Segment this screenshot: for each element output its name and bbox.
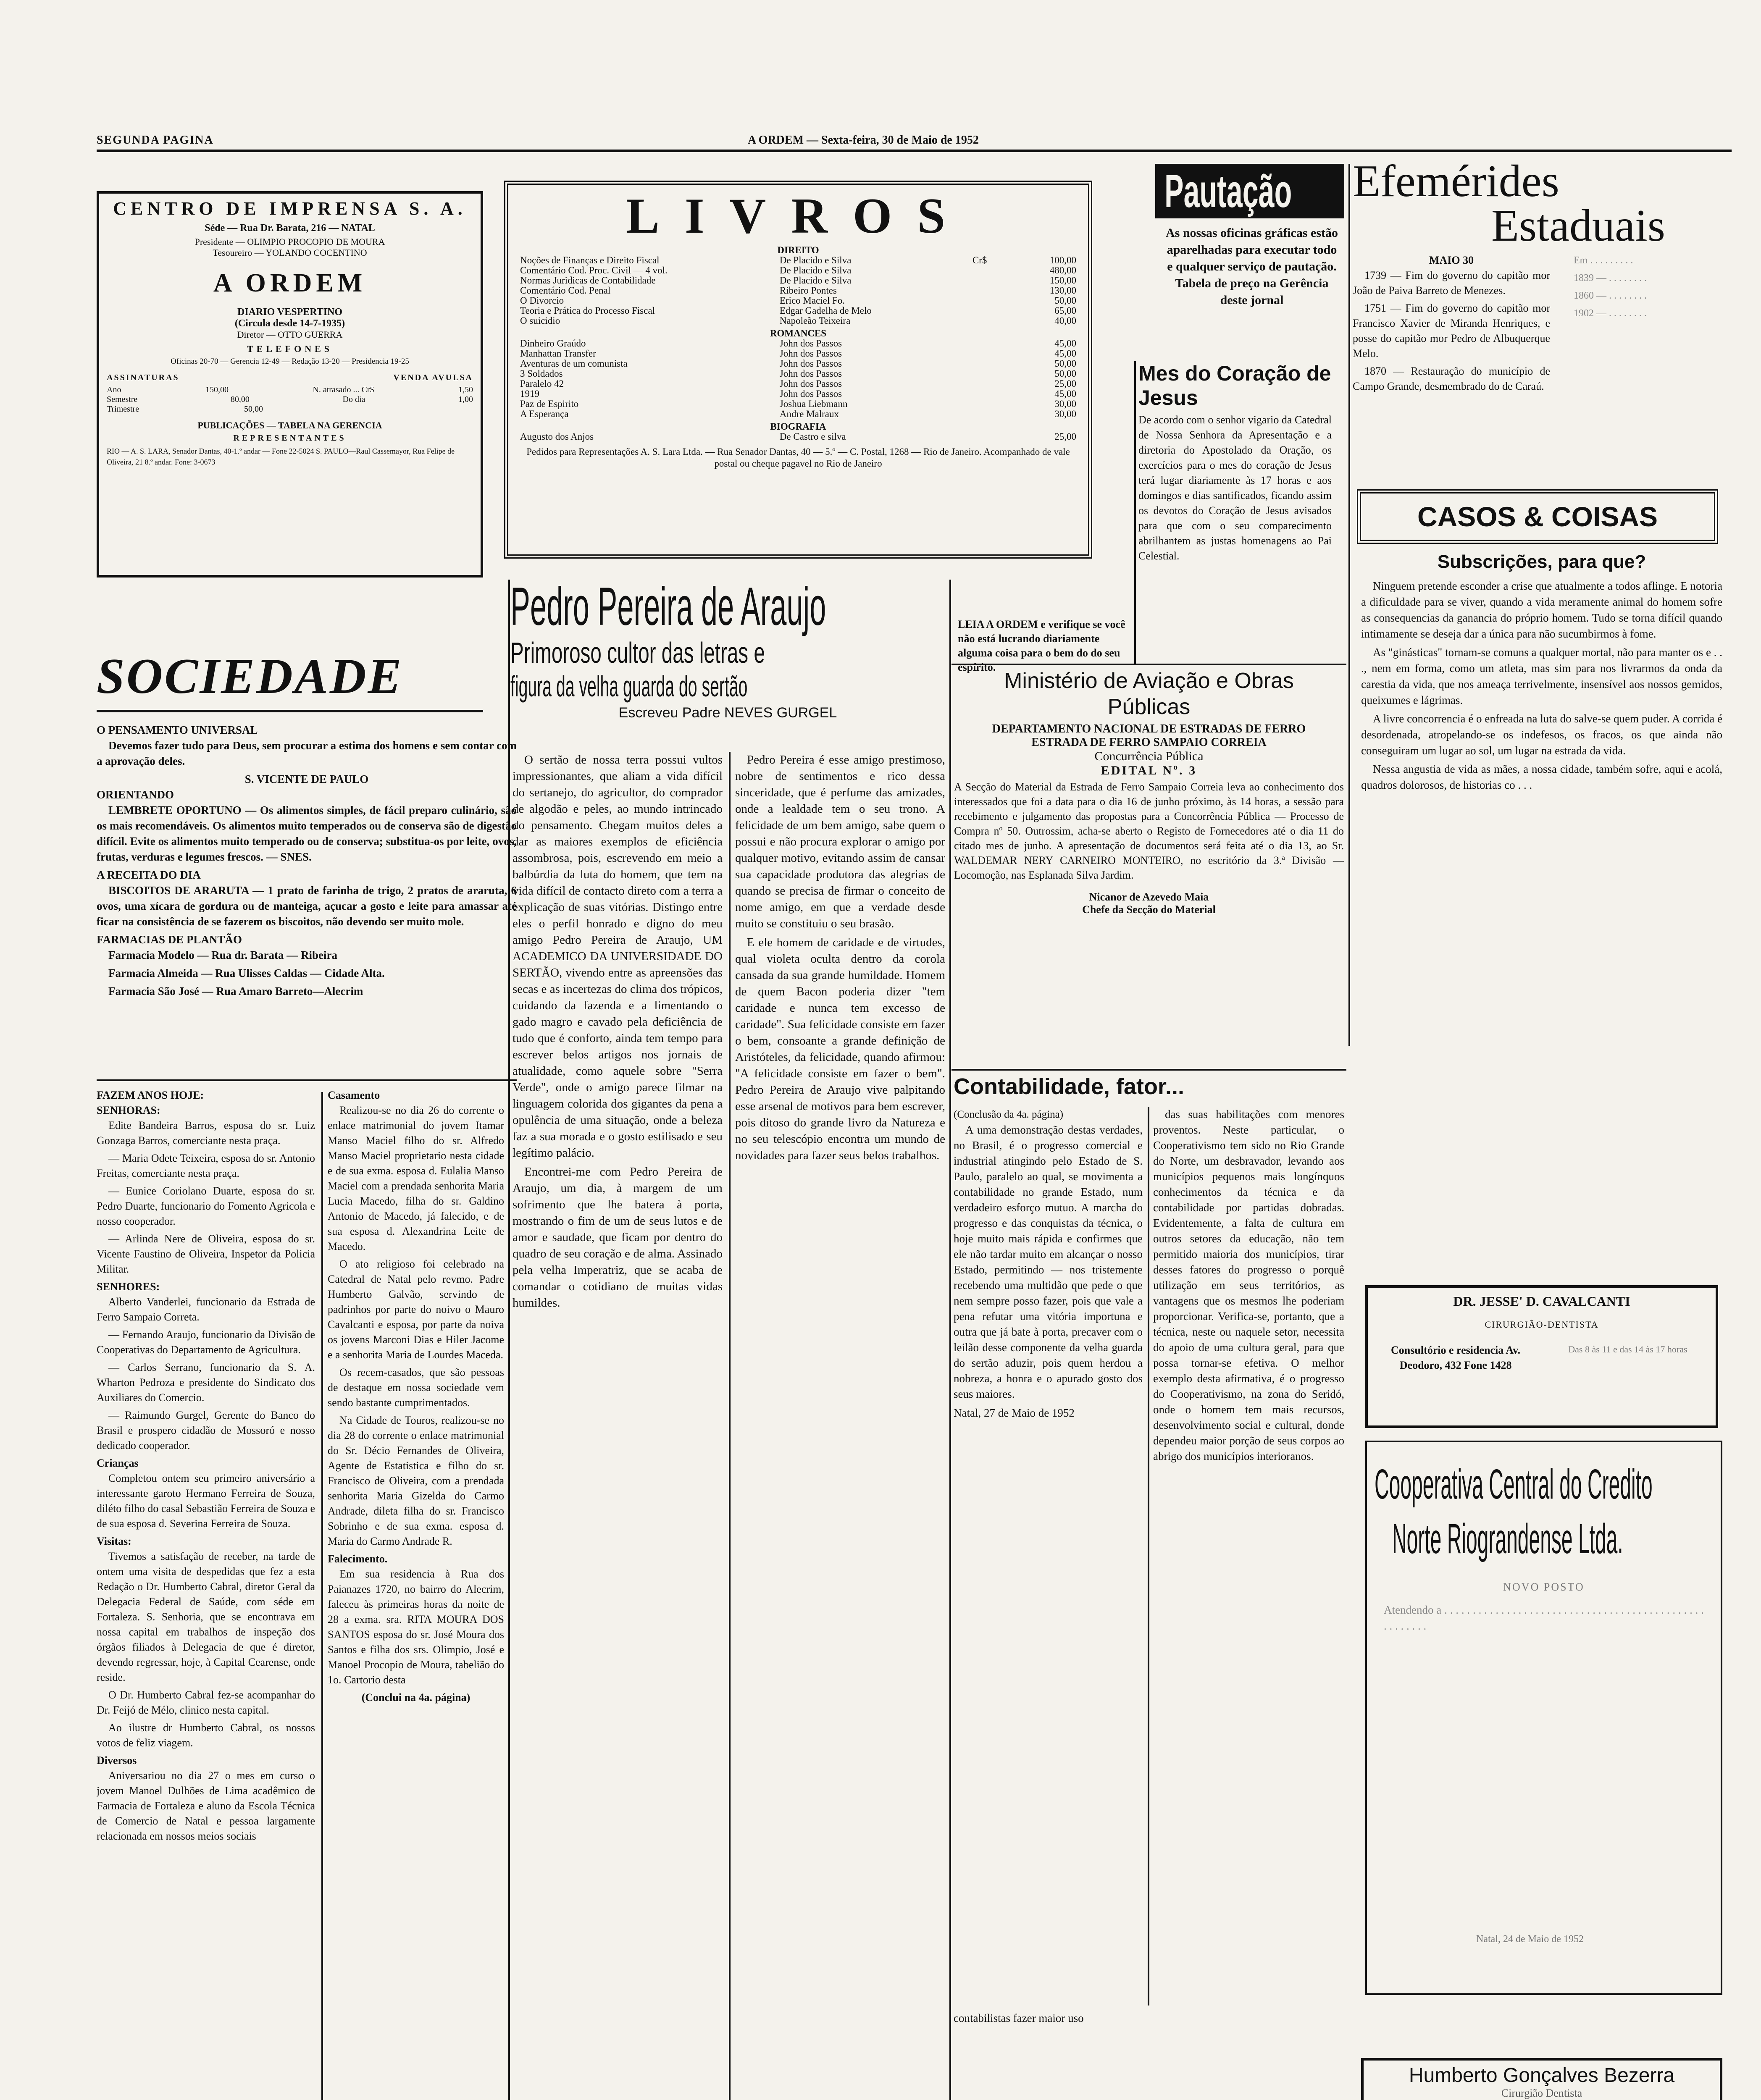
paragraph: As "ginásticas" tornam-se comuns a qualquer mortal, não para manter os e . . ., nem em forma, como um atleta, mas sim para nos livrarmos da onda da carestia da vida, que nos ameaça terrivelmente, insensível aos nossos gemidos, queixumes e lágrimas. [1361, 646, 1722, 706]
book-row [520, 316, 1076, 326]
paragraph: Pedro Pereira é esse amigo prestimoso, nobre de sentimentos e rico dessa sinceridade, que é perfume das amizades, onde a lealdade tem o seu trono. A felicidade de um bem amigo, sabe quem o possui e não procura explorar o amigo por qualquer motivo, evitando assim de cansar sua capacidade produtora das alegrias de quando se precisa de firmar o conceito de nome amigo, em que a verdade desde muito se constituiu o seu brasão. [735, 753, 945, 930]
doctor-hours: Das 8 às 11 e das 14 às 17 horas [1568, 1344, 1687, 1354]
ministerio-body: A Secção do Material da Estrada de Ferro Sampaio Correia leva ao conhecimento dos interessados que foi a data para o dia 16 de junho próximo, às 14 horas, a sessão para recebimento e julgamento das propostas para a Concorrência Pública — Processo de Compra nº 50. Outrossim, acha-se aberto o Registo de Fornecedores até o dia 11 do citado mes de junho. A apresentação de documentos será feita até o dia 13, ao Sr. WALDEMAR NERY CARNEIRO MONTEIRO, no escritório da 3.ª Divisão — Locomoção, nas Esplanada Silva Jardim. [954, 781, 1344, 881]
circulation-line: (Circula desde 14-7-1935) [234, 318, 345, 329]
paragraph: E ele homem de caridade e de virtudes, qual violeta oculta dentro da corola cansada da sua grande humildade. Homem de quem Bacon poderia dizer "tem caridade e nunca tem excesso de caridade". Sua felicidade consiste em fazer o bem, consoante a grande definição de Aristóteles, da felicidade, quando afirmou: "A felicidade consiste em fazer o bem". Pedro Pereira de Araujo vive palpitando esse arsenal de motivos para bem escrever, pois ditoso do grande livro da Natureza e no seu telescópio encontra um mundo de novidades para fazer seus belos trabalhos. [735, 936, 945, 1162]
book-author: John dos Passos [779, 368, 842, 379]
book-title: Paralelo 42 [520, 378, 564, 389]
pharmacy-item: Farmacia Almeida — Rua Ulisses Caldas — Cidade Alta. [108, 967, 385, 979]
book-price: 40,00 [1054, 315, 1076, 326]
efemerides [1353, 156, 1731, 487]
contab-col-2 [1153, 1107, 1344, 2006]
livros-box [504, 181, 1092, 559]
pedro-sub-1: Primoroso cultor das letras e [510, 636, 765, 669]
book-price: 30,00 [1054, 409, 1076, 419]
thought-title: O PENSAMENTO UNIVERSAL [97, 724, 258, 736]
book-price: 100,00 [1049, 255, 1076, 265]
section-heading: ROMANCES [770, 328, 827, 339]
book-author: John dos Passos [779, 348, 842, 359]
casos-subtitle: Subscrições, para que? [1437, 551, 1646, 572]
book-row [520, 286, 1076, 296]
book-price: 150,00 [1049, 275, 1076, 286]
book-title: Paz de Espirito [520, 399, 579, 409]
pubs-title: PUBLICAÇÕES — TABELA NA GERENCIA [197, 420, 382, 430]
book-row [520, 409, 1076, 419]
book-title: 1919 [520, 388, 539, 399]
book-row [520, 359, 1076, 369]
sales-value: 1,50 [458, 385, 473, 394]
efemerides-date: MAIO 30 [1429, 254, 1474, 266]
book-title: Manhattan Transfer [520, 348, 596, 359]
book-author: Edgar Gadelha de Melo [779, 305, 872, 316]
paragraph: Ninguem pretende esconder a crise que atualmente a todos aflinge. E notoria a dificuldade para se viver, quando a vida meramente animal do homem sofre as consequencias da ganancia do próprio homem. Tudo se torna difícil quando intimamente se deseja dar a única para não sucumbirmos à fome. [1361, 580, 1722, 640]
book-list [520, 245, 1076, 442]
book-price: 45,00 [1054, 388, 1076, 399]
book-author: John dos Passos [779, 338, 842, 349]
book-author: Joshua Liebmann [779, 399, 848, 409]
dentist-name: Humberto Gonçalves Bezerra [1409, 2064, 1675, 2087]
book-title: O suicidio [520, 315, 560, 326]
book-price: 130,00 [1049, 285, 1076, 296]
cooperativa-sign: Natal, 24 de Maio de 1952 [1476, 1934, 1584, 1945]
efemeride-item-faded: Em . . . . . . . . . [1574, 255, 1633, 266]
paragraph: O Dr. Humberto Cabral fez-se acompanhar do Dr. Feijó de Mélo, clinico nesta capital. [97, 1689, 315, 1716]
thought-text: Devemos fazer tudo para Deus, sem procurar a estima dos homens e sem contar com a aprovação deles. [97, 739, 517, 767]
book-title: Comentário Cod. Proc. Civil — 4 vol. [520, 265, 668, 276]
book-price: 25,00 [1054, 378, 1076, 389]
subs-label: Trimestre [107, 404, 139, 414]
contab-date: Natal, 27 de Maio de 1952 [954, 1407, 1075, 1419]
book-author: John dos Passos [779, 378, 842, 389]
company-address: Séde — Rua Dr. Barata, 216 — NATAL [205, 223, 375, 234]
pedro-title: Pedro Pereira de Araujo [510, 577, 826, 637]
paragraph: Os recem-casados, que são pessoas de destaque em nossa sociedade vem sendo bastante cumprimentados. [328, 1366, 504, 1409]
efemeride-item: 1870 — Restauração do município de Campo Grande, desmembrado do de Caraú. [1353, 365, 1550, 392]
sociedade-col-a [97, 1088, 315, 2100]
sociedade-col-b [328, 1088, 504, 2100]
cavalcanti-ad [1365, 1285, 1718, 1428]
signer: Nicanor de Azevedo Maia [1089, 891, 1209, 903]
efemeride-item-faded: 1839 — . . . . . . . . [1574, 273, 1647, 284]
dentist-title: Cirurgião Dentista [1501, 2087, 1582, 2099]
subhead: SENHORAS: [97, 1104, 160, 1116]
contab-title: Contabilidade, fator... [954, 1074, 1185, 1099]
pharmacy-item: Farmacia São José — Rua Amaro Barreto—Alecrim [108, 985, 363, 998]
column-rule [1148, 1107, 1149, 2006]
book-title: 3 Soldados [520, 368, 563, 379]
paragraph: Realizou-se no dia 26 do corrente o enlace matrimonial do jovem Itamar Manso Maciel filho do sr. Alfredo Manso Maciel proprietario nesta cidade e de sua exma. esposa d. Eulalia Manso Maciel com a prendada senhorita Maria Lucia Macedo, filha do sr. Galdino Antonio de Macedo, já falecido, e de sua esposa d. Alexandrina Leite de Macedo. [328, 1104, 504, 1252]
continued-note: (Conclui na 4a. página) [361, 1691, 470, 1704]
sales-title: VENDA AVULSA [393, 373, 473, 382]
book-title: A Esperança [520, 409, 569, 419]
paragraph: Edite Bandeira Barros, esposa do sr. Luiz Gonzaga Barros, comerciante nesta praça. [97, 1119, 315, 1147]
casos-title: CASOS & COISAS [1417, 501, 1658, 532]
book-price: 65,00 [1054, 305, 1076, 316]
book-row [520, 389, 1076, 399]
ministerio-notice [951, 668, 1346, 1063]
book-title: Teoria e Prática do Processo Fiscal [520, 305, 655, 316]
recipe-title: A RECEITA DO DIA [97, 869, 201, 881]
header-rule [97, 150, 1732, 152]
book-title: O Divorcio [520, 295, 564, 306]
recipe-text: BISCOITOS DE ARARUTA — 1 prato de farinha de trigo, 2 pratos de araruta, 6 ovos, uma xícara de gordura ou de manteiga, açucar a gosto e leite para amassar até ficar na consistência de se fazerem os biscoitos, não devendo ser muito mole. [97, 884, 517, 928]
paragraph: — Arlinda Nere de Oliveira, esposa do sr. Vicente Faustino de Oliveira, Inspetor da Policia Militar. [97, 1233, 315, 1275]
book-row [520, 306, 1076, 316]
rule [951, 1069, 1346, 1071]
cooperativa-title-2: Norte Riograndense Ltda. [1392, 1515, 1623, 1562]
sales-label: N. atrasado ... Cr$ [313, 385, 374, 394]
book-author: John dos Passos [779, 358, 842, 369]
book-row [520, 296, 1076, 306]
orient-text: LEMBRETE OPORTUNO — Os alimentos simples, de fácil preparo culinário, são os mais recomendáveis. Os alimentos muito temperados ou de conserva são de digestão difícil. Evite os alimentos muito temperado ou de conserva; substitua-os por leite, ovos, frutas, verduras e legumes frescos. — SNES. [97, 804, 517, 863]
doctor-title: CIRURGIÃO-DENTISTA [1485, 1319, 1599, 1330]
paragraph: Encontrei-me com Pedro Pereira de Araujo, um dia, à margem de um sofrimento que lhe batera à porta, mostrando o fim de um de seus lutos e de amor e saudade, que ficam por dentro do quadro de seu coração e de alma. Assinado pela velha Imperatriz, que se acaba de comandar o cotidiano de muitas vidas humildes. [513, 1165, 723, 1310]
rule [951, 664, 1346, 665]
book-price: 30,00 [1054, 399, 1076, 409]
subhead: Falecimento. [328, 1553, 388, 1565]
mes-title: Mes do Coração de Jesus [1138, 362, 1331, 410]
pedro-headline [510, 577, 945, 739]
paragraph: A uma demonstração destas verdades, no Brasil, é o progresso comercial e industrial atingindo pelo Estado de S. Paulo, paralelo ao qual, se movimenta a contabilidade no grande Estado, num verdadeiro esforço mutuo. A marcha do progresso e das conquistas da técnica, o hoje muito mais rápida e confirmes que ele não tardar muito em alcançar o nosso Estado, permitindo — nos tristemente recebendo uma multidão que pede o que nem sempre posso fazer, pois que vale a pena refutar uma vitória importuna e outra que já bate à porta, precaver com o leilão desse componente da velha guarda do sertão aduzir, pois quem herdou a nobreza, a honra e o apurado gosto dos seus maiores. [954, 1124, 1143, 1400]
paper-subtitle: DIARIO VESPERTINO [237, 307, 343, 318]
book-author: De Placido e Silva [779, 275, 852, 286]
paragraph: Completou ontem seu primeiro aniversário a interessante garoto Hermano Ferreira de Souza, diléto filho do casal Sebastião Ferreira de Souza e de sua esposa d. Severina Ferreira de Souza. [97, 1472, 315, 1530]
paragraph: O ato religioso foi celebrado na Catedral de Natal pelo revmo. Padre Humberto Galvão, servindo de padrinhos por parte do noivo o Mauro Cavalcanti e esposa, por parte da noiva os jovens Marconi Dias e Hiler Jacome e a senhorita Maria de Lourdes Maceda. [328, 1258, 504, 1361]
page-label: SEGUNDA PAGINA [97, 134, 214, 147]
subhead: Diversos [97, 1754, 137, 1767]
pharmacy-item: Farmacia Modelo — Rua dr. Barata — Ribeira [108, 949, 337, 961]
signer-title: Chefe da Secção do Material [1082, 903, 1216, 916]
contab-article [954, 1073, 1344, 2100]
paragraph: O sertão de nossa terra possui vultos impressionantes, que aliam a vida difícil do sertanejo, do agricultor, do comprador de algodão e peles, ao mundo intrincado do pensamento. Chegam muitos deles a dar as maiores exemplos de eficiência assombrosa, pois, escrevendo em meio a balbúrdia da luta do homem, que tem na vida difícil de contacto direto com a terra a explicação de suas vitórias. Distingo entre eles o perfil honrado e digno do meu amigo Pedro Pereira de Araujo, UM ACADEMICO DA UNIVERSIDADE DO SERTÃO, vivendo entre as apreensões das secas e as incertezas do clima dos trópicos, cuidando da fazenda e a limentando o gado magro e cavado pela deficiência de tudo que é conforto, ainda tem tempo para escrever belos artigos nos jornais de atualidade, como aquele sobre "Serra Verde", onde o amigo parece filmar na linguagem colorida dos gigantes da pena a opulência de uma situação, onde a beleza faz a sua morada e o gosto estilisado e seu legítimo palácio. [513, 753, 723, 1160]
book-row [520, 349, 1076, 359]
cooperativa-ad [1365, 1441, 1722, 1995]
dept-line: DEPARTAMENTO NACIONAL DE ESTRADAS DE FERRO [992, 722, 1306, 735]
book-currency: Cr$ [972, 255, 987, 265]
subs-row [107, 385, 473, 395]
company-name: CENTRO DE IMPRENSA S. A. [113, 198, 467, 219]
book-row [520, 432, 1076, 442]
book-title: Comentário Cod. Penal [520, 285, 611, 296]
sociedade-header [97, 647, 483, 714]
book-row [520, 339, 1076, 349]
pharmacy-title: FARMACIAS DE PLANTÃO [97, 933, 242, 946]
subhead: Visitas: [97, 1535, 131, 1547]
column-rule [321, 1092, 323, 2100]
subs-row [107, 404, 473, 414]
paragraph: Em sua residencia à Rua dos Paianazes 1720, no bairro do Alecrim, faleceu às primeiras horas da noite de 28 a exma. sra. RITA MOURA DOS SANTOS esposa do sr. José Moura dos Santos e filha dos srs. Olimpio, José e Manoel Procopio de Moura, tabelião do 1o. Cartorio desta [328, 1568, 504, 1686]
paragraph: — Fernando Araujo, funcionario da Divisão de Cooperativas do Departamento de Agricultura. [97, 1328, 315, 1356]
efemerides-title-1: Efemérides [1353, 156, 1559, 206]
column-rule [1134, 361, 1136, 664]
mes-article [1138, 361, 1332, 664]
mes-body: De acordo com o senhor vigario da Catedral de Nossa Senhora da Apresentação e a diretoria do Apostolado da Oração, os exercícios para o mes do coração de Jesus terá lugar diariamente às 17 horas e aos domingos e dias santificados, ficando assim os devotos do Coração de Jesus avisados para que com o seu comparecimento abrilhantem as justas homenagens ao Pai Celestial. [1138, 414, 1332, 562]
cooperativa-title-1: Cooperativa Central do Credito [1375, 1461, 1653, 1508]
contab-cont: (Conclusão da 4a. página) [954, 1109, 1064, 1120]
paragraph: Alberto Vanderlei, funcionario da Estrada de Ferro Sampaio Correta. [97, 1296, 315, 1323]
book-author: John dos Passos [779, 388, 842, 399]
section-heading: BIOGRAFIA [770, 421, 826, 432]
column-rule [1348, 164, 1350, 1046]
book-author: De Castro e silva [779, 431, 846, 442]
doctor-address: Consultório e residencia Av. Deodoro, 432 Fone 1428 [1391, 1344, 1521, 1371]
casos-box [1357, 489, 1718, 544]
edital-line: EDITAL Nº. 3 [1101, 764, 1197, 777]
efemeride-item-faded: 1902 — . . . . . . . . [1574, 308, 1647, 319]
column-rule [949, 580, 951, 2100]
book-row [520, 265, 1076, 276]
phones-line: Oficinas 20-70 — Gerencia 12-49 — Redação 13-20 — Presidencia 19-25 [171, 357, 409, 366]
book-price: 480,00 [1049, 265, 1076, 276]
masthead [97, 191, 483, 578]
paragraph: Ao ilustre dr Humberto Cabral, os nossos votos de feliz viagem. [97, 1722, 315, 1749]
reps-title: REPRESENTANTES [233, 433, 347, 443]
subs-title: ASSINATURAS [107, 373, 179, 382]
pedro-col-1 [513, 752, 723, 2100]
issue-date: A ORDEM — Sexta-feira, 30 de Maio de 1952 [748, 134, 979, 147]
pautacao-body: As nossas oficinas gráficas estão aparelhadas para executar todo e qualquer serviço de pautação. Tabela de preço na Gerência deste jornal [1166, 226, 1338, 307]
ministerio-title-2: Públicas [1107, 695, 1191, 719]
book-price: 25,00 [1054, 431, 1076, 442]
subs-value: 150,00 [205, 385, 229, 394]
livros-footer: Pedidos para Representações A. S. Lara Ltda. — Rua Senador Dantas, 40 — 5.º — C. Postal, 1268 — Rio de Janeiro. Acompanhado de vale postal ou cheque pagavel no Rio de Janeiro [526, 446, 1070, 469]
book-title: Noções de Finanças e Direito Fiscal [520, 255, 660, 265]
subs-label: Ano [107, 385, 121, 394]
cooperativa-body: Atendendo a . . . . . . . . . . . . . . . . . . . . . . . . . . . . . . . . . . . . . . . . . . . . . . . . . . . . . . [1384, 1604, 1704, 1632]
book-price: 45,00 [1054, 338, 1076, 349]
book-author: De Placido e Silva [779, 255, 852, 265]
paragraph: Tivemos a satisfação de receber, na tarde de ontem uma visita de despedidas que fez a esta Redação o Dr. Humberto Cabral, diretor Geral da Delegacia Federal de Saúde, com séde em Fortaleza. S. Senhoria, que se encontrava em nossa capital em trabalhos de inspeção dos órgãos filiados à Delegacia de que é diretor, devendo regressar, hoje, à Capital Cearense, onde reside. [97, 1550, 315, 1683]
humberto-ad [1361, 2058, 1722, 2100]
book-author: De Placido e Silva [779, 265, 852, 276]
efemeride-item: 1751 — Fim do governo do capitão mor Francisco Xavier de Miranda Henriques, e posse do capitão mor Pedro de Albuquerque Melo. [1353, 302, 1550, 360]
pautacao-box [1155, 164, 1344, 349]
paragraph: Na Cidade de Touros, realizou-se no dia 28 do corrente o enlace matrimonial do Sr. Décio Fernandes de Oliveira, Agente de Estatistica e filho do sr. Francisco de Oliveira, com a prendada senhorita Maria Gizelda do Carmo Andrade, dileta filha do sr. Francisco Sobrinho e de sua exma. esposa d. Maria do Carmo Andrade R. [328, 1414, 504, 1547]
sales-label: Do dia [342, 395, 365, 404]
contab-col-1 [954, 1107, 1143, 2006]
pedro-sub-2: figura da velha guarda do sertão [510, 670, 748, 703]
book-row [520, 276, 1076, 286]
doctor-name: DR. JESSE' D. CAVALCANTI [1453, 1294, 1630, 1309]
director-line: Diretor — OTTO GUERRA [237, 329, 343, 340]
paragraph: A livre concorrencia é o enfreada na luta do salve-se quem puder. A corrida é desordenada, atropelando-se os indefesos, os fracos, os que ainda não conseguiram um lugar ao sol, um lugar na estrada da vida. [1361, 712, 1722, 757]
pedro-byline: Escreveu Padre NEVES GURGEL [618, 705, 837, 721]
subs-value: 50,00 [244, 404, 263, 414]
reps-line: RIO — A. S. LARA, Senador Dantas, 40-1.º andar — Fone 22-5024 S. PAULO—Raul Cassemayor, Rua Felipe de Oliveira, 21 8.º andar. Fone: 3-0673 [107, 447, 455, 466]
subhead: Casamento [328, 1089, 380, 1101]
thought-author: S. VICENTE DE PAULO [244, 773, 369, 785]
contab-tail: contabilistas fazer maior uso [954, 2012, 1084, 2024]
pautacao-title-strip [1155, 164, 1344, 218]
book-title: Normas Juridicas de Contabilidade [520, 275, 656, 286]
book-title: Aventuras de um comunista [520, 358, 628, 369]
subs-row [107, 395, 473, 404]
pedro-col-2 [735, 752, 945, 2100]
column-rule [729, 752, 731, 2100]
sociedade-title: SOCIEDADE [97, 648, 403, 704]
road-line: ESTRADA DE FERRO SAMPAIO CORREIA [1031, 736, 1267, 749]
subhead: Crianças [97, 1457, 139, 1469]
book-row [520, 379, 1076, 389]
efemerides-title-2: Estaduais [1491, 201, 1665, 251]
paragraph: — Eunice Coriolano Duarte, esposa do sr. Pedro Duarte, funcionario do Fomento Agricola e nosso cooperador. [97, 1185, 315, 1227]
column-rule [508, 580, 510, 2100]
subs-header [107, 373, 473, 383]
casos-article [1361, 550, 1722, 1268]
book-price: 45,00 [1054, 348, 1076, 359]
birthdays-title: FAZEM ANOS HOJE: [97, 1089, 204, 1101]
rule [97, 710, 483, 712]
treasurer-line: Tesoureiro — YOLANDO COCENTINO [213, 247, 367, 258]
book-author: Andre Malraux [779, 409, 839, 419]
paragraph: — Maria Odete Teixeira, esposa do sr. Antonio Freitas, comerciante nesta praça. [97, 1152, 315, 1179]
book-title: Augusto dos Anjos [520, 431, 594, 442]
livros-title: LIVROS [626, 188, 971, 244]
book-price: 50,00 [1054, 368, 1076, 379]
paper-name: A ORDEM [213, 269, 367, 297]
orient-title: ORIENTANDO [97, 788, 174, 801]
subs-table [107, 385, 473, 414]
book-author: Erico Maciel Fo. [779, 295, 845, 306]
pautacao-title: Pautação [1164, 165, 1292, 217]
page-header [0, 126, 1761, 151]
book-row [520, 255, 1076, 265]
section-heading: DIREITO [777, 245, 819, 255]
book-price: 50,00 [1054, 358, 1076, 369]
rule [97, 1079, 517, 1081]
paragraph: — Carlos Serrano, funcionario da S. A. Wharton Pedroza e presidente do Sindicato dos Auxiliares do Comercio. [97, 1361, 315, 1404]
paragraph: Aniversariou no dia 27 o mes em curso o jovem Manoel Dulhões de Lima acadêmico de Farmacia de Fortaleza e aluno da Escola Técnica de Comercio de Natal e pessoa largamente relacionada em nossos meios sociais [97, 1769, 315, 1842]
conc-line: Concurrência Pública [1094, 749, 1204, 763]
sales-value: 1,00 [458, 395, 473, 404]
book-row [520, 399, 1076, 409]
subs-label: Semestre [107, 395, 138, 404]
president-line: Presidente — OLIMPIO PROCOPIO DE MOURA [194, 236, 385, 247]
subhead: SENHORES: [97, 1281, 160, 1293]
book-row [520, 369, 1076, 379]
book-author: Ribeiro Pontes [779, 285, 837, 296]
efemeride-item: 1739 — Fim do governo do capitão mor João de Paiva Barreto de Menezes. [1353, 269, 1550, 297]
paragraph: — Raimundo Gurgel, Gerente do Banco do Brasil e prospero cidadão de Mossoró e nosso dedicado cooperador. [97, 1409, 315, 1452]
book-author: Napoleão Teixeira [779, 315, 851, 326]
ministerio-title-1: Ministério de Aviação e Obras [1004, 669, 1294, 693]
paragraph: Nessa angustia de vida as mães, a nossa cidade, também sofre, aqui e acolá, quadros dolorosos, de historias co . . . [1361, 763, 1722, 791]
book-title: Dinheiro Graúdo [520, 338, 586, 349]
subs-value: 80,00 [230, 395, 250, 404]
efemeride-item-faded: 1860 — . . . . . . . . [1574, 290, 1647, 301]
paragraph: das suas habilitações com menores proventos. Neste particular, o Cooperativismo tem sido no Rio Grande do Norte, um desbravador, levando aos municípios pequenos mais longínquos conhecimentos da técnica e da contabilidade por partidas dobradas. Evidentemente, a falta de cultura em outros setores da educação, não tem permitido maioria dos municípios, tirar desses fatores do progresso o porquê utilização em seus territórios, as vantagens que os mesmos lhe poderiam proporcionar. Verifica-se, portanto, que a técnica, neste ou naquele setor, necessita do apoio de uma cultura geral, para que possa tornar-se efetiva. O melhor exemplo desta afirmativa, é o progresso do Cooperativismo, na zona do Seridó, onde o homem tem mais recursos, desenvolvimento social e cultural, donde dependeu maior porção de seus corpos ao abrigo dos municípios interioranos. [1153, 1108, 1344, 1462]
book-price: 50,00 [1054, 295, 1076, 306]
cooperativa-sub: NOVO POSTO [1503, 1581, 1585, 1593]
leia-box: LEIA A ORDEM e verifique se você não está lucrando diariamente alguma coisa para o bem do do seu espírito. [958, 618, 1125, 673]
phones-title: TELEFONES [247, 344, 333, 354]
